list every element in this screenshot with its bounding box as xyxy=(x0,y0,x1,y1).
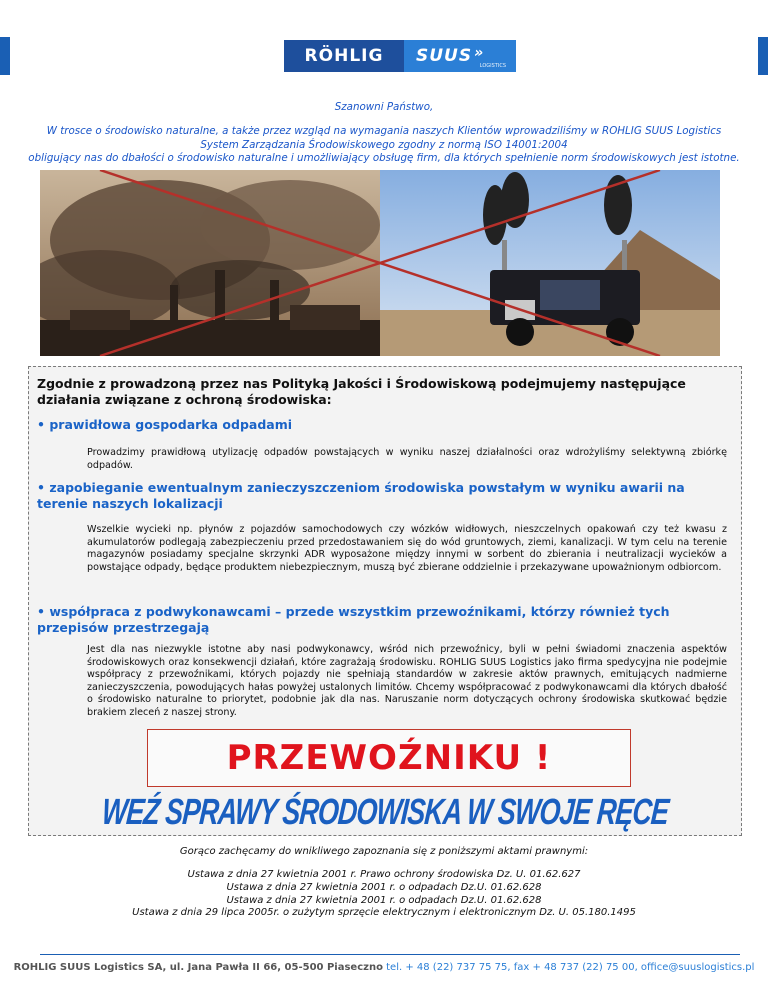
section-title-waste xyxy=(37,417,727,433)
legal-act: Ustawa z dnia 29 lipca 2005r. o zużytym sprzęcie elektrycznym i elektronicznym Dz. U. 05.180.1495 xyxy=(132,907,636,919)
intro-line-1: W trosce o środowisko naturalne, a także przez wzgląd na wymagania naszych Klientów wprowadziliśmy w ROHLIG SUUS Logistics xyxy=(46,125,722,137)
bullet-icon: • xyxy=(37,604,45,619)
legal-act: Ustawa z dnia 27 kwietnia 2001 r. o odpadach Dz.U. 01.62.628 xyxy=(226,894,542,906)
policy-heading: Zgodnie z prowadzoną przez nas Polityką Jakości i Środowiskową podejmujemy następujące działania związane z ochroną środowiska: xyxy=(37,376,686,407)
factory-building xyxy=(70,310,130,330)
intro-line-3: obligujący nas do dbałości o środowisko naturalne i umożliwiający obsługę firm, dla których spełnienie norm środowiskowych jest istotne. xyxy=(28,152,740,164)
carrier-banner: PRZEWOŹNIKU ! xyxy=(147,729,631,787)
chimney xyxy=(170,285,178,325)
logo-arrows-icon: » xyxy=(474,45,485,61)
legal-act: Ustawa z dnia 27 kwietnia 2001 r. o odpadach Dz.U. 01.62.628 xyxy=(226,881,542,893)
section-title-subcontractors xyxy=(37,604,727,636)
truck-window xyxy=(540,280,600,310)
rohlig-suus-logo xyxy=(284,40,516,72)
bullet-icon: • xyxy=(37,417,45,432)
section-body-subcontractors: Jest dla nas niezwykle istotne aby nasi podwykonawcy, wśród nich przewoźnicy, byli w pełni świadomi znaczenia aspektów środowiskowych oraz konsekwencji działań, które zagrażają środowisku. ROHLIG SUUS Logistics jako firma spedycyjna nie podejmie współpracy z przewoźnikami, których pojazdy nie spełniają standardów w zakresie aktów prawnych, emitujących nadmierne zanieczyszczenia, powodujących hałas powyżej ustalonych limitów. Chcemy współpracować z podwykonawcami dla których dbałość o środowisko naturalne to priorytet, podobnie jak dla nas. Naruszanie norm dotyczących ochrony środowiska skutkować będzie brakiem zleceń z naszej strony. xyxy=(87,644,727,718)
logo-rohlig-text: RÖHLIG xyxy=(284,40,404,72)
footer-company: ROHLIG SUUS Logistics SA, ul. Jana Pawła II 66, 05-500 Piaseczno xyxy=(13,962,383,973)
section-title-text: współpraca z podwykonawcami – przede wszystkim przewoźnikami, którzy również tych przepisów przestrzegają xyxy=(37,604,670,635)
greeting: Szanowni Państwo, xyxy=(334,101,434,113)
right-edge-bar xyxy=(758,37,768,75)
footer-contact: tel. + 48 (22) 737 75 75, fax + 48 737 (22) 75 00, office@suuslogistics.pl xyxy=(386,962,755,973)
pollution-illustration xyxy=(40,170,720,356)
closing-note: Gorąco zachęcamy do wnikliwego zapoznania się z poniższymi aktami prawnymi: xyxy=(179,846,589,857)
factory-building xyxy=(290,305,360,330)
section-title-text: zapobieganie ewentualnym zanieczyszczeniom środowiska powstałym w wyniku awarii na terenie naszych lokalizacji xyxy=(37,480,685,511)
environment-slogan: WEŹ SPRAWY ŚRODOWISKA W SWOJE RĘCE xyxy=(100,791,670,833)
left-edge-bar xyxy=(0,37,10,75)
legal-act: Ustawa z dnia 27 kwietnia 2001 r. Prawo ochrony środowiska Dz. U. 01.62.627 xyxy=(187,869,581,880)
footer-divider xyxy=(40,954,740,955)
truck-wheel xyxy=(506,318,534,346)
intro-line-2: System Zarządzania Środowiskowego zgodny z normą ISO 14001:2004 xyxy=(200,138,568,151)
intro-paragraph xyxy=(0,125,768,166)
smoke-cloud xyxy=(170,260,310,320)
footer-address xyxy=(0,962,768,973)
section-body-waste: Prowadzimy prawidłową utylizację odpadów powstających w wyniku naszej działalności oraz wdrożyliśmy selektywną zbiórkę odpadów. xyxy=(87,447,727,471)
smoke-cloud xyxy=(200,180,380,270)
policy-box xyxy=(28,366,742,836)
section-body-spills: Wszelkie wycieki np. płynów z pojazdów samochodowych czy wózków widłowych, nieszczelnych opakowań czy też kwasu z akumulatorów podlegają zabezpieczeniu przed przedostawaniem się do wód gruntowych, ziemi, kanalizacji. W tym celu na terenie magazynów posiadamy specjalne skrzynki ADR wyposażone między innymi w sorbent do zbierania i neutralizacji wycieków a powstające odpady, będące produktem niebezpiecznym, muszą być zbierane oddzielnie i przekazywane upoważnionym odbiorcom. xyxy=(87,524,727,573)
bullet-icon: • xyxy=(37,480,45,495)
legal-acts-list xyxy=(0,869,768,920)
section-title-spills xyxy=(37,480,727,512)
exhaust-smoke xyxy=(501,172,529,228)
logo-suus-block xyxy=(404,40,516,72)
section-title-text: prawidłowa gospodarka odpadami xyxy=(49,417,293,432)
chimney xyxy=(270,280,279,325)
logo-logistics-text: LOGISTICS xyxy=(479,63,506,69)
pollution-photo xyxy=(40,170,720,356)
logo-suus-text: SUUS xyxy=(416,46,473,66)
